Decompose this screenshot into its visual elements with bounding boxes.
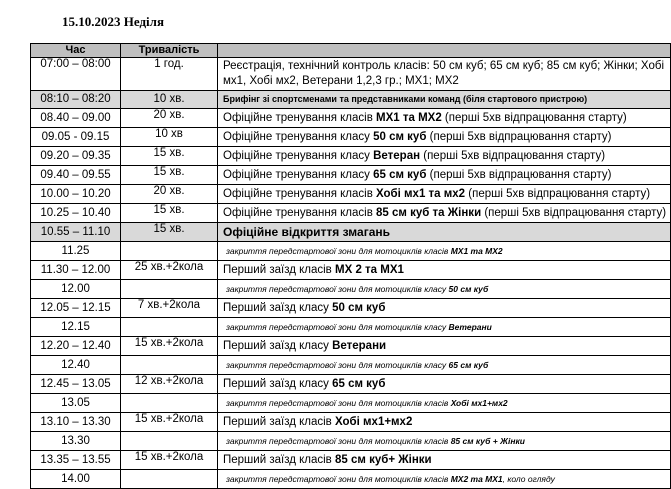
event-text: Перший заїзд класу <box>223 339 333 352</box>
event-text: закриття передстартової зони для мотоциклів класу <box>226 359 447 370</box>
document-date: 15.10.2023 Неділя <box>62 14 164 29</box>
row-event <box>218 299 671 318</box>
row-event <box>218 109 671 128</box>
table-row <box>31 413 671 432</box>
row-time: 12.40 <box>31 356 121 375</box>
row-time: 13.35 – 13.55 <box>31 451 121 470</box>
table-row <box>31 470 671 489</box>
event-text: Перший заїзд класів <box>223 415 335 428</box>
table-row <box>31 128 671 147</box>
table-row <box>31 109 671 128</box>
row-event <box>218 413 671 432</box>
row-event <box>218 242 671 261</box>
event-class: 85 см куб+ Жінки <box>335 453 432 466</box>
row-duration: 20 хв. <box>121 109 218 128</box>
event-class: 50 см куб <box>332 301 386 314</box>
row-time: 08.40 – 09.00 <box>31 109 121 128</box>
row-event <box>218 337 671 356</box>
event-class: 65 см куб <box>448 359 489 370</box>
header-time: Час <box>31 44 121 58</box>
table-row <box>31 318 671 337</box>
row-time: 13.05 <box>31 394 121 413</box>
row-duration: 10 хв. <box>121 91 218 109</box>
event-text: Офіційне тренування класів <box>223 111 377 124</box>
row-duration: 12 хв.+2кола <box>121 375 218 394</box>
row-time: 11.25 <box>31 242 121 261</box>
table-row <box>31 375 671 394</box>
event-class: Хобі мх1 та мх2 <box>376 187 466 200</box>
row-event <box>218 394 671 413</box>
event-text: Перший заїзд класів <box>223 453 335 466</box>
table-row <box>31 58 671 91</box>
row-duration <box>121 318 218 337</box>
table-row <box>31 223 671 242</box>
event-class: 85 см куб + Жінки <box>450 435 525 446</box>
row-duration <box>121 432 218 451</box>
row-time: 13.30 <box>31 432 121 451</box>
table-row <box>31 166 671 185</box>
event-class: Хобі мх1+мх2 <box>450 397 508 408</box>
table-row <box>31 185 671 204</box>
table-row <box>31 394 671 413</box>
event-text: Офіційне тренування класів <box>223 206 377 219</box>
table-row <box>31 91 671 109</box>
event-class: 65 см куб <box>332 377 386 390</box>
row-time: 10.25 – 10.40 <box>31 204 121 223</box>
row-time: 10.55 – 11.10 <box>31 223 121 242</box>
event-text: Перший заїзд класу <box>223 301 333 314</box>
row-event <box>218 375 671 394</box>
schedule-table <box>30 43 671 489</box>
row-time: 09.20 – 09.35 <box>31 147 121 166</box>
event-text: закриття передстартової зони для мотоциклів класів <box>226 245 449 256</box>
event-note: , колo огляду <box>502 473 555 484</box>
header-event <box>218 44 671 58</box>
row-duration: 10 хв <box>121 128 218 147</box>
event-class: МХ2 та МХ1 <box>450 473 503 484</box>
row-duration: 15 хв.+2кола <box>121 413 218 432</box>
event-text: закриття передстартової зони для мотоциклів класу <box>226 283 447 294</box>
row-time: 08:10 – 08:20 <box>31 91 121 109</box>
event-class: МХ 2 та МХ1 <box>335 263 404 276</box>
row-duration: 15 хв.+2кола <box>121 337 218 356</box>
event-class: Ветерани <box>448 321 492 332</box>
event-class: 85 см куб та Жінки <box>376 206 482 219</box>
table-row <box>31 204 671 223</box>
event-class: Хобі мх1+мх2 <box>335 415 413 428</box>
header-duration: Тривалість <box>121 44 218 58</box>
row-event <box>218 261 671 280</box>
row-time: 11.30 – 12.00 <box>31 261 121 280</box>
row-event <box>218 147 671 166</box>
event-class: Ветерани <box>332 339 387 352</box>
row-duration <box>121 356 218 375</box>
row-time: 09.40 – 09.55 <box>31 166 121 185</box>
event-note: (перші 5хв відпрацювання старту) <box>426 130 612 143</box>
event-text: закриття передстартової зони для мотоциклів класів <box>226 473 449 484</box>
event-class: МХ1 та МХ2 <box>376 111 442 124</box>
event-class: 65 см куб <box>373 168 427 181</box>
event-class: 50 см куб <box>373 130 427 143</box>
row-event <box>218 356 671 375</box>
row-duration: 20 хв. <box>121 185 218 204</box>
row-event: Реєстрація, технічний контроль класів: 50 см куб; 65 см куб; 85 см куб; Жінки; Хобі мх1, Хобі мх2, Ветерани 1,2,3 гр.; МХ1; МХ2 <box>218 58 671 91</box>
row-duration <box>121 470 218 489</box>
event-text: Офіційне тренування класів <box>223 187 377 200</box>
table-header <box>31 44 671 58</box>
event-text: закриття передстартової зони для мотоциклів класів <box>226 435 449 446</box>
row-time: 07:00 – 08:00 <box>31 58 121 91</box>
table-row <box>31 242 671 261</box>
row-event <box>218 470 671 489</box>
row-duration <box>121 280 218 299</box>
row-time: 13.10 – 13.30 <box>31 413 121 432</box>
event-text: закриття передстартової зони для мотоциклів класу <box>226 321 447 332</box>
row-event <box>218 166 671 185</box>
event-note: (перші 5хв відпрацювання старту) <box>481 206 667 219</box>
event-class: 50 см куб <box>448 283 489 294</box>
event-text: Офіційне тренування класу <box>223 168 374 181</box>
row-time: 09.05 - 09.15 <box>31 128 121 147</box>
event-note: (перші 5хв відпрацювання старту) <box>426 168 612 181</box>
table-row <box>31 337 671 356</box>
row-time: 12.05 – 12.15 <box>31 299 121 318</box>
event-text: Офіційне тренування класу <box>223 149 374 162</box>
table-row <box>31 280 671 299</box>
row-event: Брифінг зі спортсменами та представниками команд (біля стартового пристрою) <box>218 91 671 109</box>
row-duration <box>121 242 218 261</box>
row-duration: 25 хв.+2кола <box>121 261 218 280</box>
row-event: Офіційне відкриття змагань <box>218 223 671 242</box>
row-event <box>218 185 671 204</box>
event-text: Перший заїзд класу <box>223 377 333 390</box>
row-time: 14.00 <box>31 470 121 489</box>
event-class: МХ1 та МХ2 <box>450 245 503 256</box>
event-class: Ветеран <box>373 149 421 162</box>
event-text: Перший заїзд класів <box>223 263 335 276</box>
event-note: (перші 5хв відпрацювання старту) <box>441 111 627 124</box>
row-time: 10.00 – 10.20 <box>31 185 121 204</box>
table-row <box>31 147 671 166</box>
row-event <box>218 280 671 299</box>
row-duration: 15 хв. <box>121 204 218 223</box>
table-row <box>31 432 671 451</box>
row-duration: 7 хв.+2кола <box>121 299 218 318</box>
row-event <box>218 128 671 147</box>
row-time: 12.20 – 12.40 <box>31 337 121 356</box>
event-text: Офіційне тренування класу <box>223 130 374 143</box>
row-duration: 1 год. <box>121 58 218 91</box>
event-note: (перші 5хв відпрацювання старту) <box>420 149 606 162</box>
row-time: 12.45 – 13.05 <box>31 375 121 394</box>
row-event <box>218 204 671 223</box>
row-time: 12.00 <box>31 280 121 299</box>
table-row <box>31 261 671 280</box>
row-duration: 15 хв. <box>121 147 218 166</box>
row-duration: 15 хв.+2кола <box>121 451 218 470</box>
table-row <box>31 356 671 375</box>
row-duration <box>121 394 218 413</box>
row-duration: 15 хв. <box>121 166 218 185</box>
row-event <box>218 432 671 451</box>
row-event <box>218 451 671 470</box>
row-duration: 15 хв. <box>121 223 218 242</box>
event-text: закриття передстартової зони для мотоциклів класів <box>226 397 449 408</box>
table-row <box>31 299 671 318</box>
table-row <box>31 451 671 470</box>
row-event <box>218 318 671 337</box>
event-note: (перші 5хв відпрацювання старту) <box>465 187 651 200</box>
row-time: 12.15 <box>31 318 121 337</box>
